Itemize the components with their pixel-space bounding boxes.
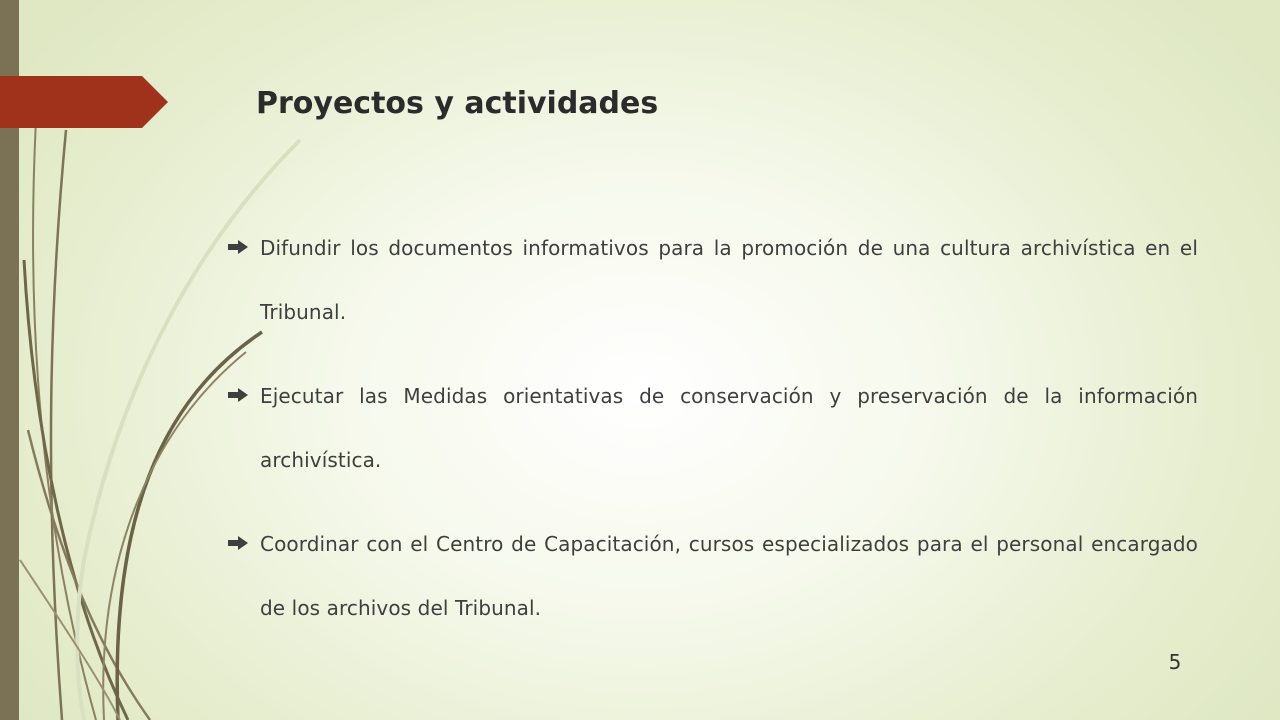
page-number: 5 <box>1168 650 1182 674</box>
bullet-item <box>228 364 1198 492</box>
arrow-right-icon <box>228 240 248 254</box>
bullet-text: Coordinar con el Centro de Capacitación, cursos especializados para el personal encargado de los archivos del Tribunal. <box>260 532 1198 620</box>
arrow-right-icon <box>228 536 248 550</box>
bullet-text: Difundir los documentos informativos para la promoción de una cultura archivística en el Tribunal. <box>260 236 1198 324</box>
arrow-right-icon <box>228 388 248 402</box>
bullet-item <box>228 512 1198 640</box>
bullet-item <box>228 216 1198 344</box>
title-accent-tab <box>0 76 168 128</box>
slide-title: Proyectos y actividades <box>256 86 659 121</box>
bullet-list <box>228 216 1198 660</box>
bullet-text: Ejecutar las Medidas orientativas de conservación y preservación de la información archivística. <box>260 384 1198 472</box>
